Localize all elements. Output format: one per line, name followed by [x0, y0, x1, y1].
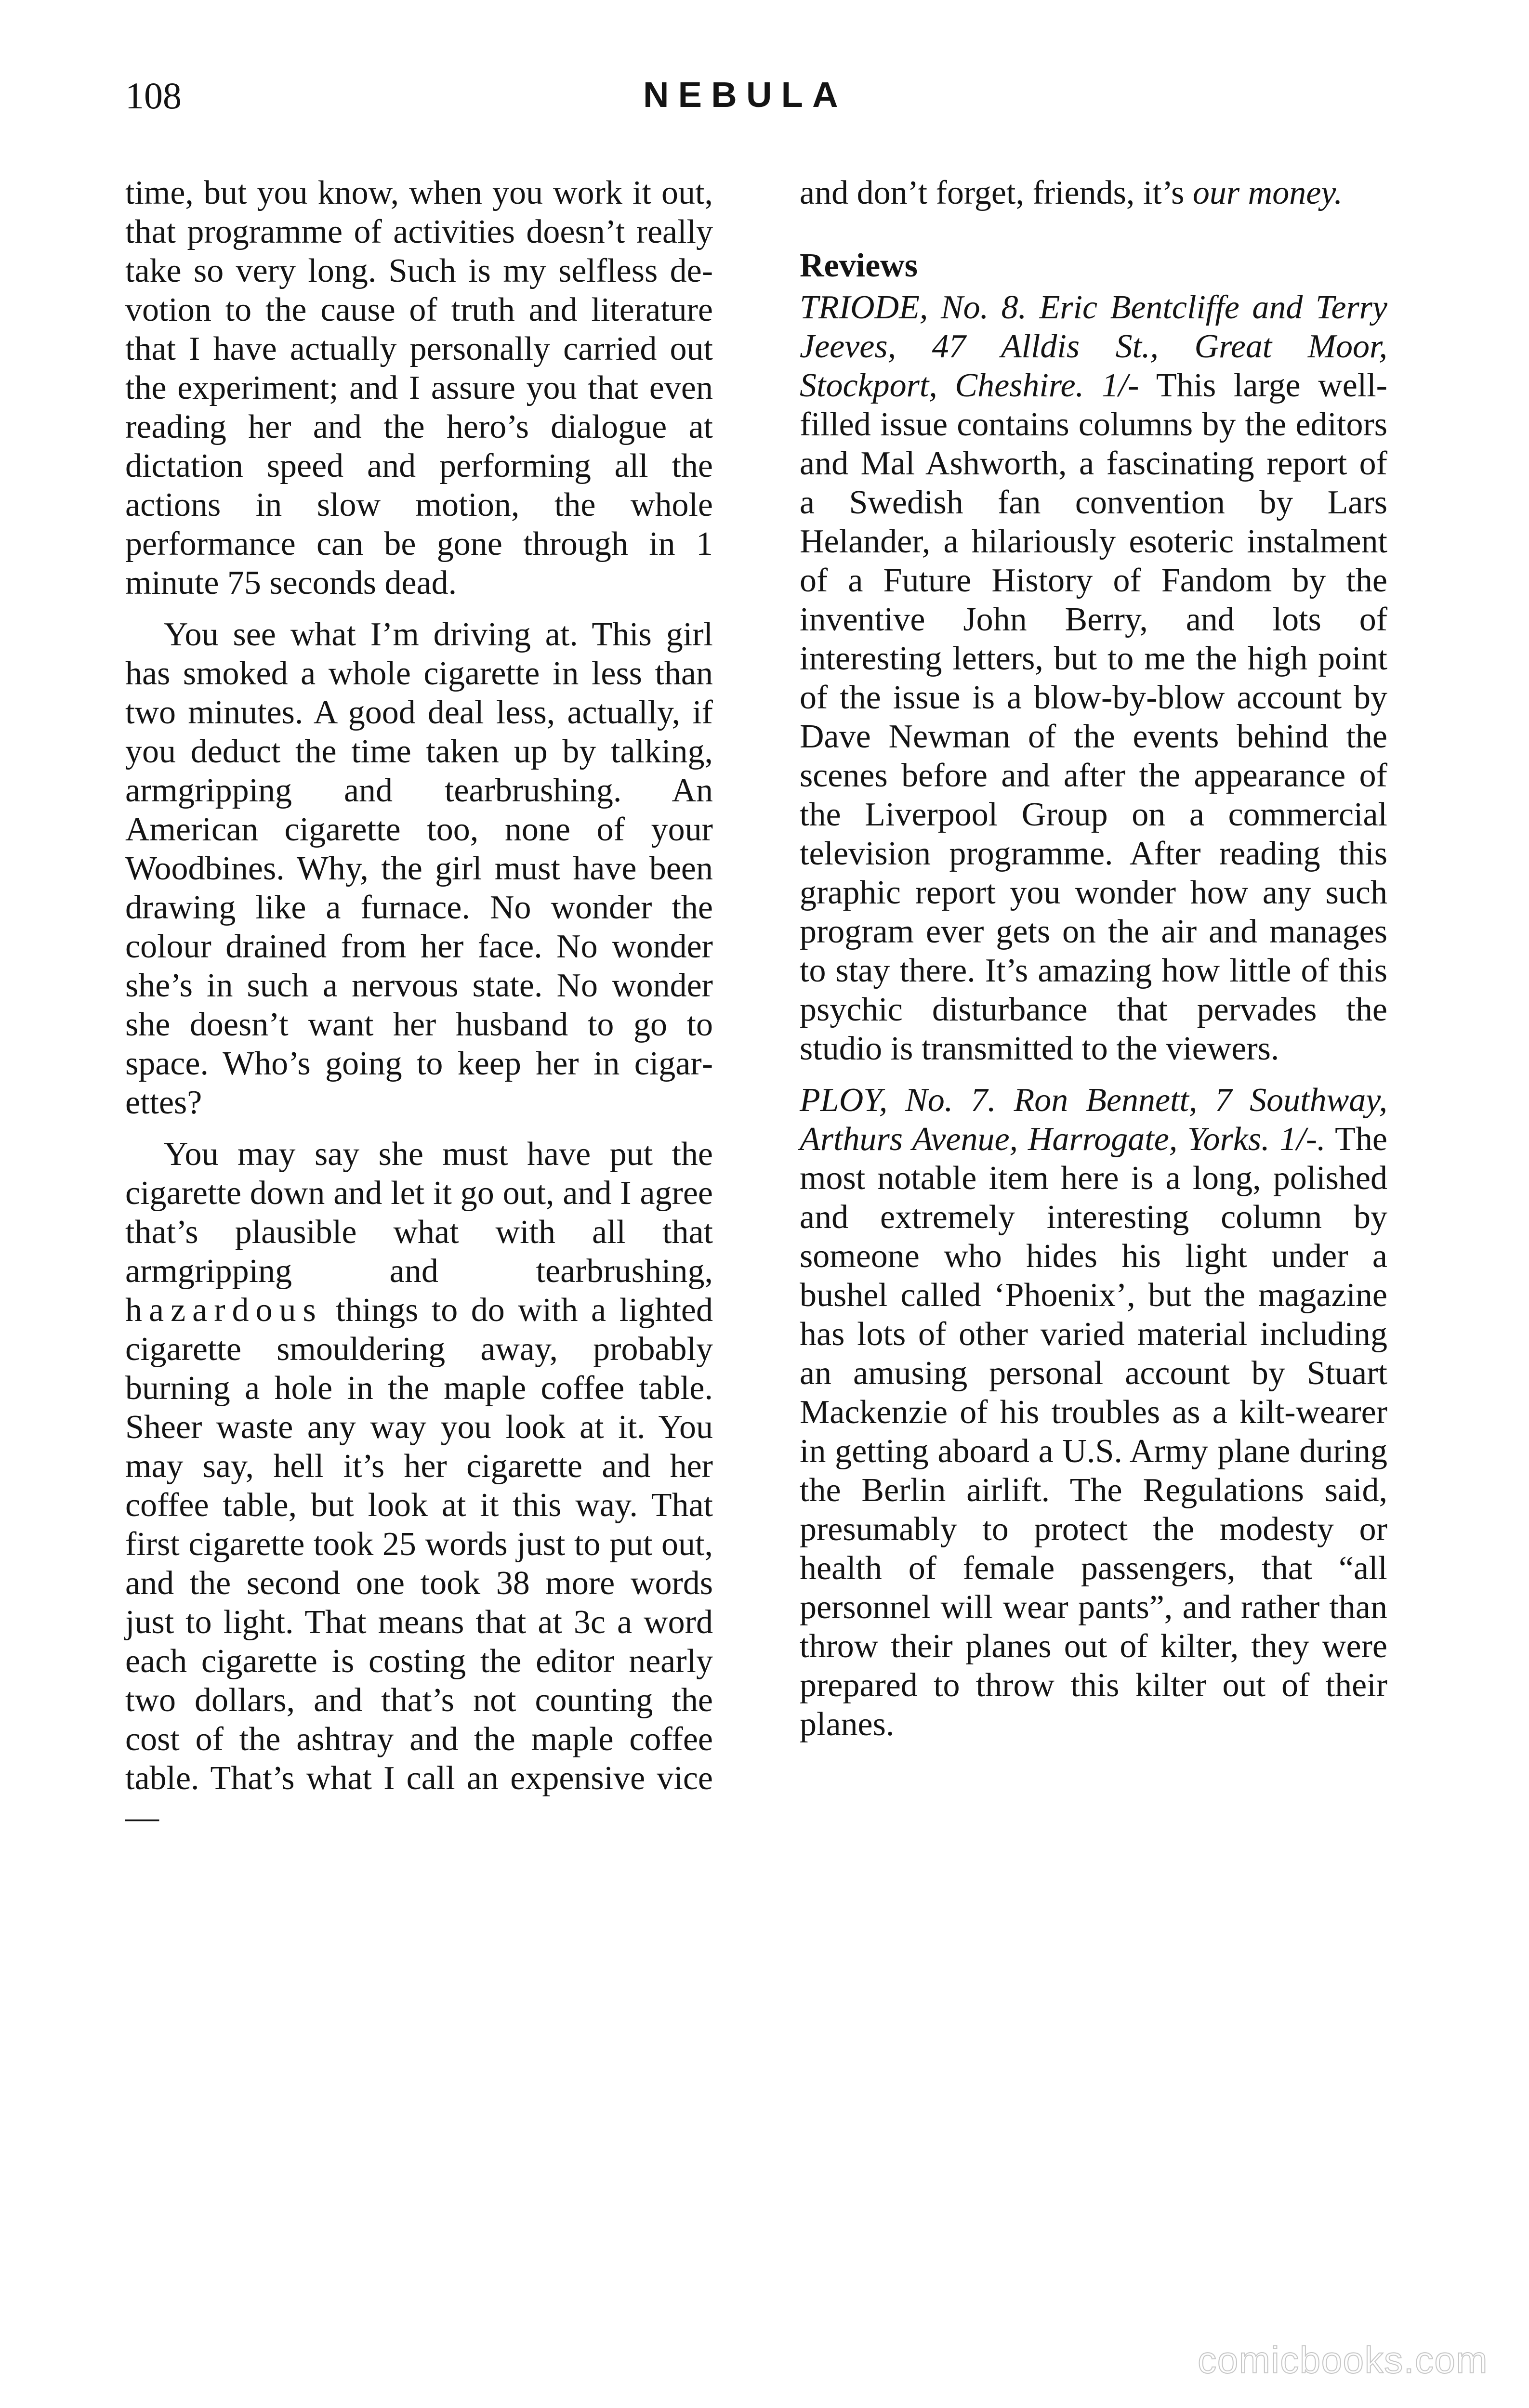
continuation-paragraph	[800, 173, 1387, 212]
review-triode-citation: TRIODE, No. 8. Eric Bentcliffe and Terry Jeeves, 47 Alldis St., Great Moor, Stockport, Cheshire. 1/-	[800, 289, 1387, 404]
left-paragraph-1: time, but you know, when you work it out, that programme of activities doesn’t really take so very long. Such is my selfless devotion to the cause of truth and literature that I have actually personally carried out the experiment; and I assure you that even reading her and the hero’s dialogue at dictation speed and performing all the actions in slow motion, the whole performance can be gone through in 1 minute 75 seconds dead.	[125, 174, 713, 602]
continuation-emphasis: our money.	[1192, 174, 1343, 211]
spaced-word: hazardous	[125, 1292, 323, 1329]
left-paragraph-3-end: things to do with a lighted cigarette smouldering away, probably burning a hole in the maple coffee table. Sheer waste any way you look at it. You may say, hell it’s her cigarette and her coffee table, but look at it this way. That first cigarette took 25 words just to put out, and the second one took 38 more words just to light. That means that at 3c a word each cigarette is costing the editor nearly two dollars, and that’s not counting the cost of the ashtray and the maple coffee table. That’s what I call an expensive vice—	[125, 1292, 713, 1836]
review-triode-body: This large well-filled issue contains columns by the editors and Mal Ashworth, a fascinating report of a Swedish fan convention by Lars Helander, a hilariously esoteric instalment of a Future History of Fandom by the inventive John Berry, and lots of interesting letters, but to me the high point of the issue is a blow-by-blow account by Dave Newman of the events behind the scenes before and after the appearance of the Liverpool Group on a commercial television programme. After reading this graphic report you wonder how any such program ever gets on the air and manages to stay there. It’s amazing how little of this psychic disturbance that pervades the studio is transmitted to the viewers.	[800, 367, 1387, 1067]
review-triode	[800, 288, 1387, 1068]
section-heading-reviews: Reviews	[800, 247, 918, 284]
watermark: comicbooks.com	[1198, 2339, 1488, 2381]
left-paragraph-3-start: You may say she must have put the cigarette down and let it go out, and I agree that’s plausible what with all that armgripping and tearbrushing,	[125, 1136, 713, 1290]
continuation-text: and don’t forget, friends, it’s	[800, 174, 1185, 211]
review-ploy	[800, 1081, 1387, 1744]
left-column	[125, 173, 713, 1849]
left-paragraph-3	[125, 1135, 713, 1837]
review-ploy-citation: PLOY, No. 7. Ron Bennett, 7 Southway, Arthurs Avenue, Harrogate, Yorks. 1/-.	[800, 1082, 1387, 1158]
left-paragraph-2: You see what I’m driving at. This girl has smoked a whole cigarette in less than two minutes. A good deal less, actually, if you deduct the time taken up by talking, armgripping and tearbrushing. An American cigarette too, none of your Woodbines. Why, the girl must have been drawing like a furnace. No wonder the colour drained from her face. No wonder she’s in such a nervous state. No wonder she doesn’t want her husband to go to space. Who’s going to keep her in cigarettes?	[125, 616, 713, 1121]
review-ploy-body: The most notable item here is a long, polished and extremely interesting column by someone who hides his light under a bushel called ‘Phoenix’, but the magazine has lots of other varied material including an amusing personal account by Stuart Mackenzie of his troubles as a kilt-wearer in getting aboard a U.S. Army plane during the Berlin airlift. The Regulations said, presumably to protect the modesty or health of female passengers, that “all personnel will wear pants”, and rather than throw their planes out of kilter, they were prepared to throw this kilter out of their planes.	[800, 1121, 1387, 1743]
running-title: NEBULA	[643, 75, 847, 115]
page-number: 108	[125, 75, 182, 117]
right-column	[800, 173, 1387, 1756]
